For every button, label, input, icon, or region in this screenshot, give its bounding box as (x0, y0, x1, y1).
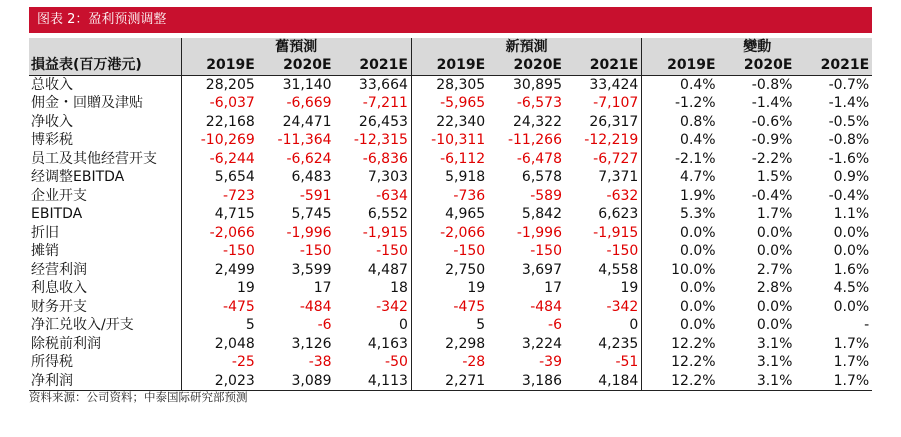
table-cell: 0.4% (642, 75, 719, 94)
table-cell: -484 (299, 298, 332, 315)
table-cell: 30,895 (513, 76, 562, 93)
year-header: 2020E (719, 56, 796, 75)
label-column-header: 損益表(百万港元) (29, 56, 181, 75)
year-header: 2021E (335, 56, 412, 75)
table-row (29, 316, 872, 335)
table-cell: 5 (181, 316, 258, 335)
table-cell: -1,996 (516, 224, 562, 241)
table-cell: 6,483 (291, 169, 332, 185)
table-cell: 4,113 (335, 372, 412, 391)
table-cell: 6,552 (367, 206, 408, 222)
table-row (29, 372, 872, 391)
table-cell: -723 (181, 187, 258, 206)
table-cell: -0.4% (751, 187, 793, 204)
table-row (29, 261, 872, 280)
table-cell: -11,364 (277, 132, 332, 148)
table-cell: 0.0% (642, 242, 719, 261)
table-cell: -589 (530, 187, 562, 204)
table-cell: -10,269 (181, 131, 258, 150)
table-row (29, 75, 872, 94)
table-cell: 0.0% (642, 279, 719, 298)
row-label: 摊销 (31, 243, 59, 259)
table-cell: -28 (411, 353, 488, 372)
table-cell: 0.0% (833, 243, 870, 259)
table-row (29, 353, 872, 372)
table-cell: 28,305 (411, 75, 488, 94)
table-cell: -6,727 (593, 150, 639, 167)
table-cell: -0.8% (828, 132, 870, 148)
table-cell: -0.9% (751, 132, 793, 148)
table-cell: 0.0% (756, 243, 793, 259)
table-cell: 18 (390, 280, 408, 296)
table-cell: 1.7% (833, 354, 870, 370)
table-cell: -0.4% (828, 187, 870, 204)
table-row (29, 205, 872, 224)
row-label: 总收入 (31, 76, 73, 93)
table-cell: - (864, 317, 870, 333)
table-cell: -0.8% (751, 76, 793, 93)
row-label: 博彩税 (31, 132, 73, 148)
table-cell: 0 (629, 317, 639, 333)
row-label: 经营利润 (31, 261, 87, 278)
table-cell: -6,836 (362, 150, 408, 167)
row-label: 折旧 (31, 224, 59, 241)
table-cell: -342 (376, 298, 408, 315)
table-cell: -150 (299, 243, 332, 259)
table-cell: -150 (606, 243, 639, 259)
row-label: 员工及其他经营开支 (31, 150, 157, 167)
table-cell: 0.0% (642, 224, 719, 243)
table-cell: -632 (606, 187, 639, 204)
table-cell: -150 (530, 243, 562, 259)
table-cell: -12,315 (353, 132, 408, 148)
table-cell: -1,996 (286, 224, 332, 241)
group-header-old-forecast: 舊預測 (181, 38, 411, 56)
row-label: 净汇兑收入/开支 (31, 317, 134, 333)
table-cell: -6,624 (286, 150, 332, 167)
table-cell: -150 (411, 242, 488, 261)
table-cell: 22,340 (411, 113, 488, 132)
table-cell: 2,499 (181, 261, 258, 280)
forecast-table-container (29, 38, 872, 391)
table-cell: -591 (299, 187, 332, 204)
table-cell: 4,715 (181, 205, 258, 224)
table-cell: 0.8% (642, 113, 719, 132)
table-cell: -0.7% (828, 76, 870, 93)
table-cell: 1.5% (756, 169, 793, 185)
table-cell: 4,558 (598, 261, 639, 278)
table-cell: 3,186 (488, 372, 565, 391)
table-cell: 3,697 (521, 261, 562, 278)
table-cell: 5,842 (521, 206, 562, 222)
table-cell: 19 (620, 280, 639, 296)
year-header-row (29, 56, 872, 75)
table-cell: 2.8% (756, 280, 793, 296)
table-cell: -5,965 (411, 94, 488, 113)
table-cell: -2.1% (642, 150, 719, 169)
table-cell: 24,471 (282, 113, 332, 130)
table-cell: -1.4% (828, 95, 870, 111)
table-cell: 4,235 (598, 335, 639, 352)
table-cell: 4,163 (367, 335, 408, 352)
table-cell: -475 (181, 298, 258, 317)
table-cell: 6,623 (598, 206, 639, 222)
table-cell: 7,303 (367, 169, 408, 185)
table-cell: 33,424 (589, 76, 639, 93)
table-cell: -6,244 (181, 150, 258, 169)
table-cell: -6,573 (516, 95, 562, 111)
table-cell: 0.0% (756, 298, 793, 315)
table-row (29, 242, 872, 261)
row-label: 所得税 (31, 354, 73, 370)
table-cell: 26,317 (589, 113, 639, 130)
row-label: EBITDA (31, 206, 83, 222)
table-cell: 2,298 (411, 335, 488, 354)
table-cell: 5,745 (291, 206, 332, 222)
row-label: 利息收入 (31, 280, 87, 296)
table-cell: -6,037 (181, 94, 258, 113)
table-cell: 10.0% (642, 261, 719, 280)
table-cell: 0.0% (756, 317, 793, 333)
table-cell: 5.3% (642, 205, 719, 224)
table-cell: -475 (411, 298, 488, 317)
table-cell: -0.6% (751, 113, 793, 130)
table-cell: 0.0% (756, 224, 793, 241)
table-row (29, 113, 872, 132)
row-label: 除税前利润 (31, 335, 101, 352)
year-header: 2021E (795, 56, 872, 75)
table-cell: 28,205 (181, 75, 258, 94)
table-cell: -38 (308, 354, 332, 370)
source-note: 资料来源：公司资料；中泰国际研究部预测 (29, 390, 248, 404)
table-cell: 22,168 (181, 113, 258, 132)
table-cell: -2,066 (181, 224, 258, 243)
table-cell: 0.0% (833, 298, 870, 315)
table-cell: -11,266 (507, 132, 562, 148)
table-cell: -6,669 (286, 95, 332, 111)
table-row (29, 224, 872, 243)
table-row (29, 335, 872, 354)
table-cell: 3,599 (291, 261, 332, 278)
table-cell: 4,487 (367, 261, 408, 278)
group-header-row (29, 38, 872, 56)
table-cell: 2,750 (411, 261, 488, 280)
table-cell: -6,478 (516, 150, 562, 167)
table-cell: 0.0% (642, 298, 719, 317)
table-cell: 5 (411, 316, 488, 335)
table-row (29, 187, 872, 206)
table-cell: 1.7% (795, 372, 872, 391)
group-header-blank (29, 38, 181, 56)
table-cell: 3,089 (258, 372, 335, 391)
table-cell: 12.2% (642, 372, 719, 391)
table-cell: 12.2% (642, 335, 719, 354)
table-cell: 7,371 (598, 169, 639, 185)
group-header-change: 變動 (642, 38, 872, 56)
table-cell: 24,322 (513, 113, 562, 130)
table-cell: 17 (313, 280, 332, 296)
table-cell: 2,048 (181, 335, 258, 354)
table-cell: -7,107 (593, 95, 639, 111)
row-label: 净收入 (31, 113, 73, 130)
table-cell: -150 (376, 243, 408, 259)
table-cell: -25 (181, 353, 258, 372)
table-cell: 1.6% (833, 261, 870, 278)
table-cell: -51 (615, 354, 639, 370)
table-cell: 3,126 (291, 335, 332, 352)
table-cell: 0.0% (833, 224, 870, 241)
table-cell: 17 (544, 280, 562, 296)
table-cell: 0.4% (642, 131, 719, 150)
table-cell: -6 (548, 317, 562, 333)
table-row (29, 168, 872, 187)
table-cell: -342 (606, 298, 639, 315)
table-cell: -0.5% (828, 113, 870, 130)
table-cell: 3,224 (521, 335, 562, 352)
year-header: 2019E (181, 56, 258, 75)
table-cell: 33,664 (358, 76, 408, 93)
table-cell: 1.7% (756, 206, 793, 222)
table-cell: 1.7% (833, 335, 870, 352)
year-header: 2019E (642, 56, 719, 75)
table-row (29, 94, 872, 113)
row-label: 佣金・回贈及津贴 (31, 95, 143, 111)
table-cell: 12.2% (642, 353, 719, 372)
figure-title: 图表 2：盈利预测调整 (29, 7, 872, 33)
table-cell: 19 (181, 279, 258, 298)
row-label: 净利润 (29, 372, 181, 391)
table-cell: 5,918 (411, 168, 488, 187)
table-cell: -2,066 (411, 224, 488, 243)
table-cell: -2.2% (751, 150, 793, 167)
year-header: 2019E (411, 56, 488, 75)
table-cell: 5,654 (181, 168, 258, 187)
table-cell: -634 (376, 187, 408, 204)
table-cell: -1,915 (593, 224, 639, 241)
table-cell: 2,271 (411, 372, 488, 391)
year-header: 2021E (565, 56, 642, 75)
table-cell: 2,023 (181, 372, 258, 391)
table-cell: 0 (398, 317, 408, 333)
table-cell: -1.6% (828, 150, 870, 167)
table-cell: -484 (530, 298, 562, 315)
table-cell: 3.1% (756, 354, 793, 370)
table-cell: -12,219 (584, 132, 639, 148)
row-label: 财务开支 (31, 298, 87, 315)
table-cell: 1.9% (642, 187, 719, 206)
table-cell: 6,578 (521, 169, 562, 185)
table-cell: 3.1% (719, 372, 796, 391)
table-cell: -10,311 (411, 131, 488, 150)
forecast-table (29, 38, 872, 391)
table-cell: 1.1% (833, 206, 870, 222)
table-row (29, 279, 872, 298)
table-cell: -6 (317, 317, 332, 333)
table-cell: 0.0% (642, 316, 719, 335)
table-cell: -1,915 (362, 224, 408, 241)
table-cell: 4,965 (411, 205, 488, 224)
table-cell: -50 (385, 354, 408, 370)
table-cell: -6,112 (411, 150, 488, 169)
table-body (29, 75, 872, 391)
year-header: 2020E (488, 56, 565, 75)
table-row (29, 131, 872, 150)
table-cell: -150 (181, 242, 258, 261)
table-cell: -1.4% (751, 95, 793, 111)
table-row (29, 150, 872, 169)
table-cell: 19 (411, 279, 488, 298)
table-cell: 2.7% (756, 261, 793, 278)
table-cell: 31,140 (282, 76, 332, 93)
table-cell: 0.9% (833, 169, 870, 185)
table-cell: 4.5% (833, 280, 870, 296)
table-cell: 26,453 (358, 113, 408, 130)
group-header-new-forecast: 新預測 (411, 38, 641, 56)
table-cell: 4,184 (565, 372, 642, 391)
table-cell: 4.7% (642, 168, 719, 187)
row-label: 经调整EBITDA (31, 169, 125, 185)
table-cell: -736 (411, 187, 488, 206)
table-cell: -39 (539, 354, 562, 370)
table-cell: -7,211 (362, 95, 408, 111)
row-label: 企业开支 (31, 187, 87, 204)
table-row (29, 298, 872, 317)
table-cell: 3.1% (756, 335, 793, 352)
year-header: 2020E (258, 56, 335, 75)
table-cell: -1.2% (642, 94, 719, 113)
